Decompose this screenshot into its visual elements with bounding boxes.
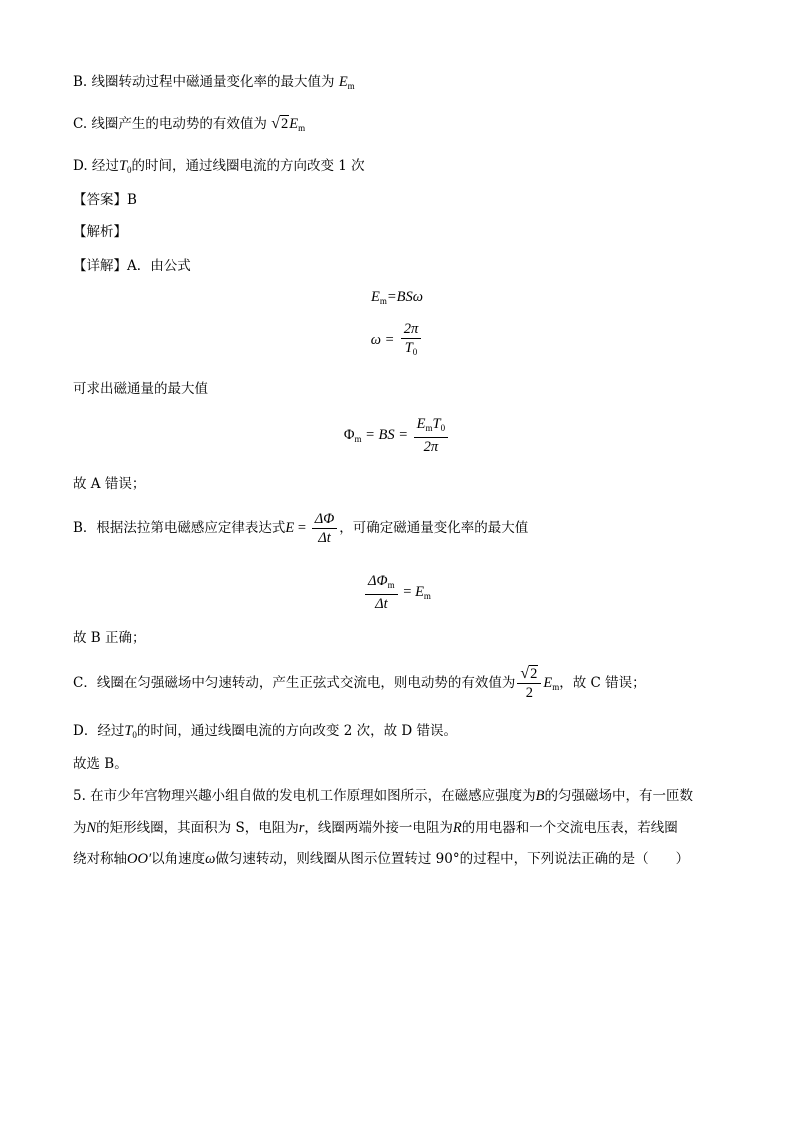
formula-em <box>0 287 794 311</box>
formula4-rhs: E <box>415 584 424 600</box>
option-c-var: E <box>289 116 299 132</box>
q5-line3-pre: 绕对称轴 <box>73 851 127 867</box>
formula3-num-t-sub: 0 <box>440 423 446 433</box>
sqrt-symbol: √2 <box>271 115 289 132</box>
b-line-num: ΔΦ <box>314 511 335 527</box>
q5-line1-pre: 5. 在市少年宫物理兴趣小组自做的发电机工作原理如图所示，在磁感应强度为 <box>73 788 536 804</box>
text-max-flux: 可求出磁通量的最大值 <box>73 381 208 397</box>
b-line <box>73 509 528 547</box>
formula4-num-sub: m <box>387 580 395 590</box>
option-d-sub: 0 <box>127 165 132 175</box>
formula4-num: ΔΦ <box>368 573 388 589</box>
choose-b: 故选 B。 <box>73 756 128 772</box>
q5-line1-post: 的匀强磁场中，有一匝数 <box>544 788 694 804</box>
q5-line3-var1: OO′ <box>127 851 152 867</box>
c-line-post: ，故 C 错误； <box>559 675 646 691</box>
option-c <box>73 114 305 138</box>
d-line-var: T <box>124 723 133 739</box>
formula1-lhs: E <box>370 289 380 305</box>
b-line-eq: = <box>294 520 310 536</box>
detail-intro: 【详解】A．由公式 <box>73 258 191 274</box>
formula2-frac <box>401 320 422 361</box>
option-d-post: 的时间，通过线圈电流的方向改变 1 次 <box>131 158 365 174</box>
analysis-label: 【解析】 <box>73 224 127 240</box>
q5-line2-post: 的用电器和一个交流电压表，若线圈 <box>461 820 678 836</box>
q5-line2-pre: 为 <box>73 820 87 836</box>
c-line-num: 2 <box>530 666 538 682</box>
q5-line2-var2: r <box>298 820 305 836</box>
c-line-sub: m <box>552 682 560 692</box>
answer-label: 【答案】B <box>73 192 137 208</box>
formula4-rhs-sub: m <box>423 591 431 601</box>
q5-line1 <box>73 786 693 806</box>
q5-line3-var2: ω <box>205 851 216 867</box>
formula4-den: Δt <box>365 594 398 613</box>
b-line-pre: B．根据法拉第电磁感应定律表达式 <box>73 520 286 536</box>
b-line-frac <box>312 510 338 547</box>
c-line <box>73 664 646 706</box>
formula3-lhs: Φ <box>343 427 355 443</box>
b-line-post: ，可确定磁通量变化率的最大值 <box>339 520 529 536</box>
c-line-den: 2 <box>517 683 541 702</box>
b-correct: 故 B 正确； <box>73 630 146 646</box>
q5-line3-mid1: 以角速度 <box>151 851 206 867</box>
formula3-sub: m <box>354 434 362 444</box>
formula3-num-e: E <box>416 416 426 432</box>
option-d-pre: D. 经过 <box>73 158 119 174</box>
formula3-num-e-sub: m <box>425 423 433 433</box>
formula2-lhs: ω = <box>370 332 395 348</box>
option-d-var: T <box>118 158 128 174</box>
formula3-den: 2π <box>414 437 448 456</box>
option-b-text: B. 线圈转动过程中磁通量变化率的最大值为 <box>73 74 335 90</box>
formula2-num: 2π <box>403 321 419 337</box>
b-line-lhs: E <box>285 520 295 536</box>
formula3-num-t: T <box>432 416 441 432</box>
d-line <box>73 721 457 745</box>
q5-line3 <box>73 849 689 869</box>
formula2-den-sub: 0 <box>412 347 418 357</box>
option-d <box>73 156 365 180</box>
formula3-frac <box>414 415 448 456</box>
q5-line1-var: B <box>535 788 545 804</box>
c-line-frac <box>517 665 541 702</box>
d-line-sub: 0 <box>132 730 137 740</box>
option-b <box>73 72 355 96</box>
formula4-frac <box>365 572 398 613</box>
q5-line3-post: 做匀速转动，则线圈从图示位置转过 90°的过程中，下列说法正确的是（ ） <box>215 851 690 867</box>
option-b-var: E <box>338 74 348 90</box>
sqrt-symbol: √2 <box>520 665 538 682</box>
option-c-text: C. 线圈产生的电动势的有效值为 <box>73 116 267 132</box>
option-c-coef: 2 <box>281 116 289 132</box>
formula2-den: T <box>404 340 413 356</box>
d-line-pre: D．经过 <box>73 723 125 739</box>
option-c-sub: m <box>298 123 306 133</box>
q5-line2-mid2: ，线圈两端外接一电阻为 <box>304 820 453 836</box>
formula3-mid: = BS = <box>361 427 412 443</box>
c-line-var: E <box>543 675 553 691</box>
q5-line2-var1: N <box>86 820 97 836</box>
c-line-pre: C．线圈在匀强磁场中匀速转动，产生正弦式交流电，则电动势的有效值为 <box>73 675 516 691</box>
option-b-sub: m <box>347 81 355 91</box>
formula1-rhs: =BSω <box>386 289 423 305</box>
formula1-sub: m <box>379 296 387 306</box>
q5-line2-var3: R <box>452 820 462 836</box>
d-line-post: 的时间，通过线圈电流的方向改变 2 次，故 D 错误。 <box>136 723 457 739</box>
formula-phi-max <box>0 415 794 456</box>
formula-flux-rate: $\frac{\Delta\Phi_m}{\Delta t}$ = $E_m$ <box>0 572 794 613</box>
formula-omega <box>0 320 794 361</box>
q5-line2-mid1: 的矩形线圈，其面积为 S，电阻为 <box>96 820 299 836</box>
a-wrong: 故 A 错误； <box>73 476 146 492</box>
q5-line2 <box>73 818 678 838</box>
b-line-den: Δt <box>312 528 338 547</box>
